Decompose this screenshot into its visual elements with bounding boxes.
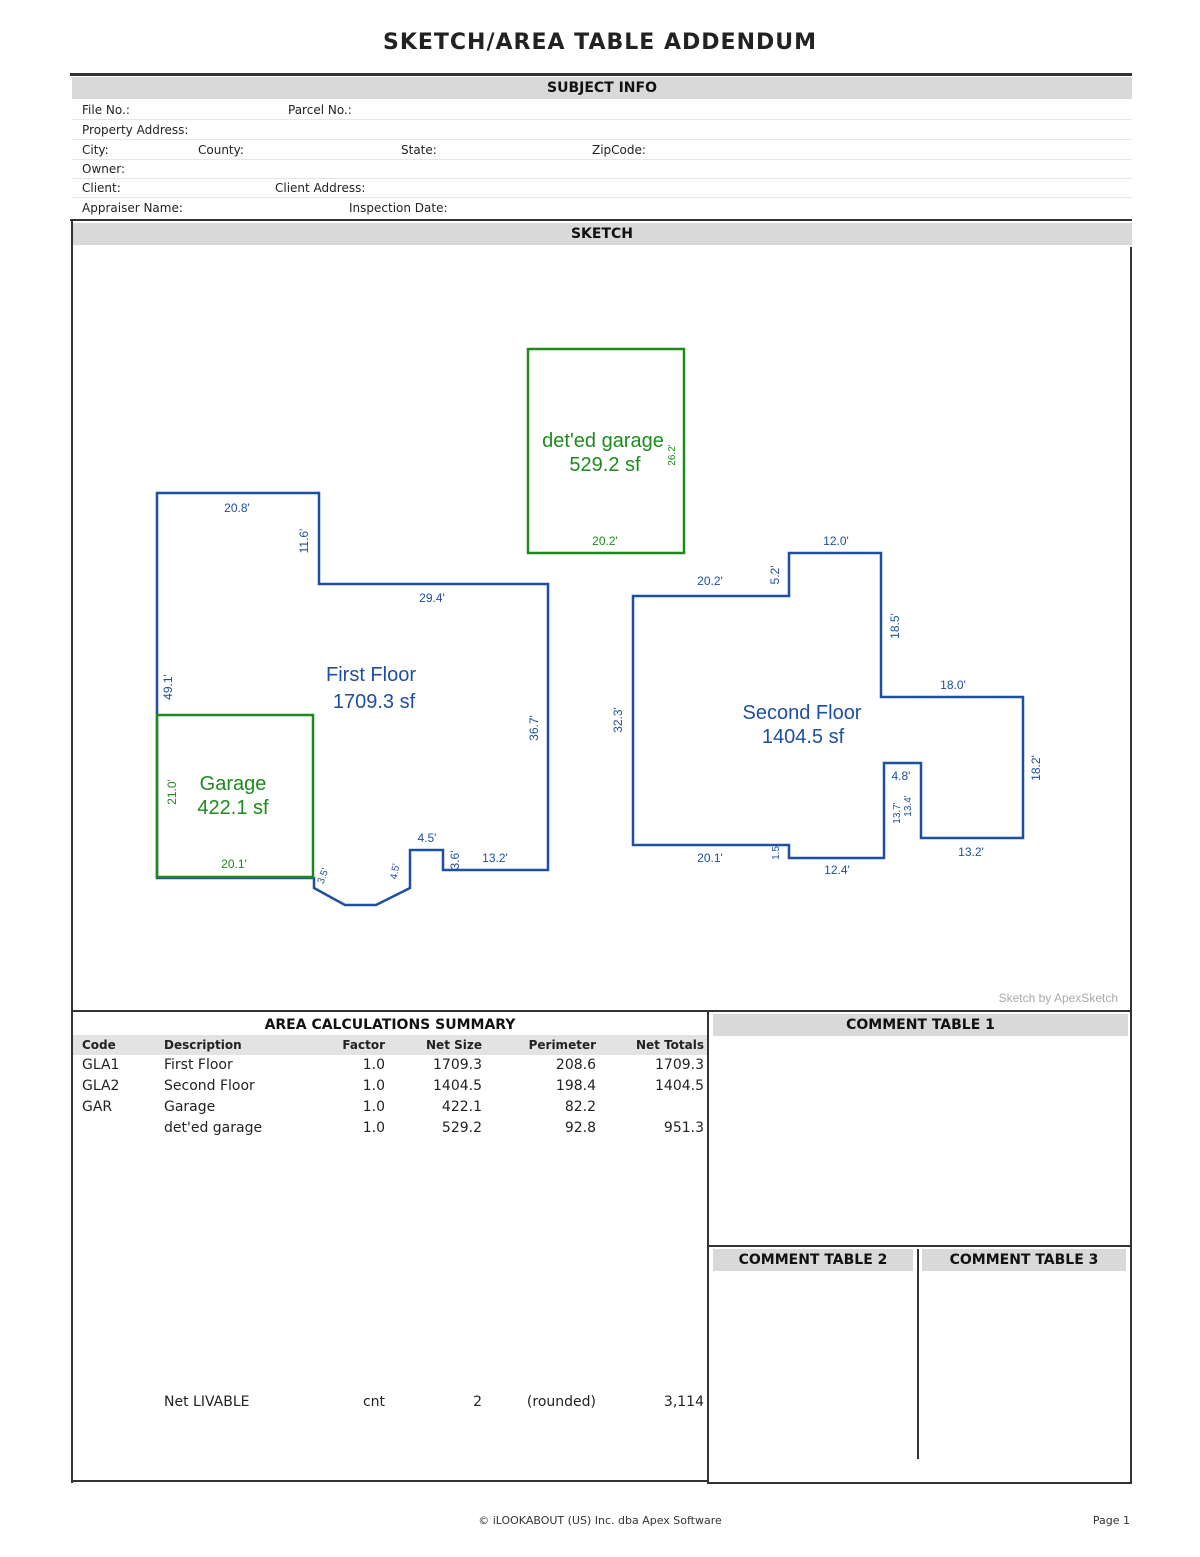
cell-net-size: 422.1 [441,1099,482,1115]
dim-label: 3.5' [315,866,332,886]
city-label: City: [82,143,109,157]
cell-factor: 1.0 [362,1057,385,1073]
cell-perimeter: 82.2 [564,1099,596,1115]
client-label: Client: [82,181,121,195]
state-label: State: [401,143,437,157]
comment-table-1-header: COMMENT TABLE 1 [713,1014,1128,1036]
dim-label: 13.2' [958,845,984,859]
dim-label: 4.5' [388,862,403,881]
cell-net-totals: 1709.3 [655,1057,704,1073]
cell-description: Second Floor [164,1078,255,1094]
cell-factor: 1.0 [362,1120,385,1136]
footer-copyright: © iLOOKABOUT (US) Inc. dba Apex Software [478,1514,722,1527]
comment-table-3-header: COMMENT TABLE 3 [922,1249,1126,1271]
dim-label: 36.7' [527,715,541,741]
net-livable-count: 2 [473,1394,482,1410]
dim-label: 26.2' [667,444,678,466]
detached-garage-name: det'ed garage [542,430,664,452]
dim-label: 12.4' [824,863,850,877]
area-summary-header: AREA CALCULATIONS SUMMARY [264,1017,516,1033]
second-floor-area: 1404.5 sf [761,726,845,748]
cell-perimeter: 208.6 [555,1057,596,1073]
garage-outline [157,715,313,877]
document-title: SKETCH/AREA TABLE ADDENDUM [382,30,817,55]
cell-code: GLA2 [82,1078,120,1094]
bottom-rule [71,1480,709,1482]
cell-factor: 1.0 [362,1099,385,1115]
net-livable-label: Net LIVABLE [164,1394,250,1410]
dim-label: 13.2' [482,851,508,865]
dim-label: 4.8' [891,769,911,783]
inspection-date-label: Inspection Date: [349,201,448,215]
dim-label: 3.6' [448,850,462,870]
cell-code: GAR [82,1099,113,1115]
net-livable-cnt-label: cnt [362,1394,385,1410]
cell-net-size: 1404.5 [433,1078,482,1094]
comment-bottom-rule [707,1482,1132,1484]
file-no-label: File No.: [82,103,130,117]
dim-label: 20.2' [697,574,723,588]
dim-label: 29.4' [419,591,445,605]
col-factor: Factor [342,1038,385,1052]
dim-label: 11.6' [297,528,311,554]
subject-info-header: SUBJECT INFO [72,77,1132,99]
cell-net-totals: 1404.5 [655,1078,704,1094]
cell-net-size: 1709.3 [433,1057,482,1073]
sketch-credit: Sketch by ApexSketch [998,991,1118,1005]
dim-label: 20.2' [592,534,618,548]
comment-divider [707,1012,709,1484]
dim-label: 32.3' [611,707,625,733]
dim-label: 20.8' [224,501,250,515]
cell-factor: 1.0 [362,1078,385,1094]
dim-label: 12.0' [823,534,849,548]
first-floor-area: 1709.3 sf [332,691,416,713]
col-net-totals: Net Totals [635,1038,704,1052]
net-livable-total: 3,114 [663,1394,704,1410]
second-floor-name: Second Floor [742,702,862,724]
client-address-label: Client Address: [275,181,366,195]
col-description: Description [164,1038,242,1052]
dim-label: 20.1' [697,851,723,865]
col-perimeter: Perimeter [528,1038,596,1052]
property-address-label: Property Address: [82,123,189,137]
col-code: Code [82,1038,116,1052]
dim-label: 18.2' [1029,755,1043,781]
cell-description: det'ed garage [164,1120,263,1136]
cell-code: GLA1 [82,1057,120,1073]
dim-label: 49.1' [161,674,175,700]
comment-split-rule [709,1245,1130,1247]
comment-column-divider [917,1249,919,1459]
parcel-no-label: Parcel No.: [288,103,352,117]
col-net-size: Net Size [426,1038,482,1052]
cell-perimeter: 92.8 [564,1120,596,1136]
garage-name: Garage [199,773,267,795]
section-rule [71,1010,1132,1012]
cell-net-size: 529.2 [441,1120,482,1136]
cell-perimeter: 198.4 [555,1078,596,1094]
dim-label: 4.5' [417,831,437,845]
dim-label: 5.2' [768,565,782,585]
detached-garage-area: 529.2 sf [569,454,641,476]
appraiser-name-label: Appraiser Name: [82,201,183,215]
county-label: County: [198,143,244,157]
owner-label: Owner: [82,162,126,176]
dim-label: 1.5' [771,844,782,860]
dim-label: 21.0' [165,779,179,805]
dim-label: 18.0' [940,678,966,692]
comment-table-2-header: COMMENT TABLE 2 [713,1249,913,1271]
zipcode-label: ZipCode: [592,143,646,157]
dim-label: 13.4' [903,795,914,817]
dim-label: 20.1' [221,857,247,871]
first-floor-name: First Floor [326,664,416,686]
dim-label: 13.7' [892,802,903,824]
dim-label: 18.5' [888,613,902,639]
cell-description: First Floor [164,1057,233,1073]
cell-description: Garage [164,1099,216,1115]
comment-right-border [1130,1012,1132,1484]
garage-area: 422.1 sf [197,797,269,819]
net-livable-rounded: (rounded) [526,1394,596,1410]
footer-page-number: Page 1 [1092,1514,1130,1527]
sketch-header: SKETCH [72,223,1132,245]
cell-net-totals: 951.3 [663,1120,704,1136]
